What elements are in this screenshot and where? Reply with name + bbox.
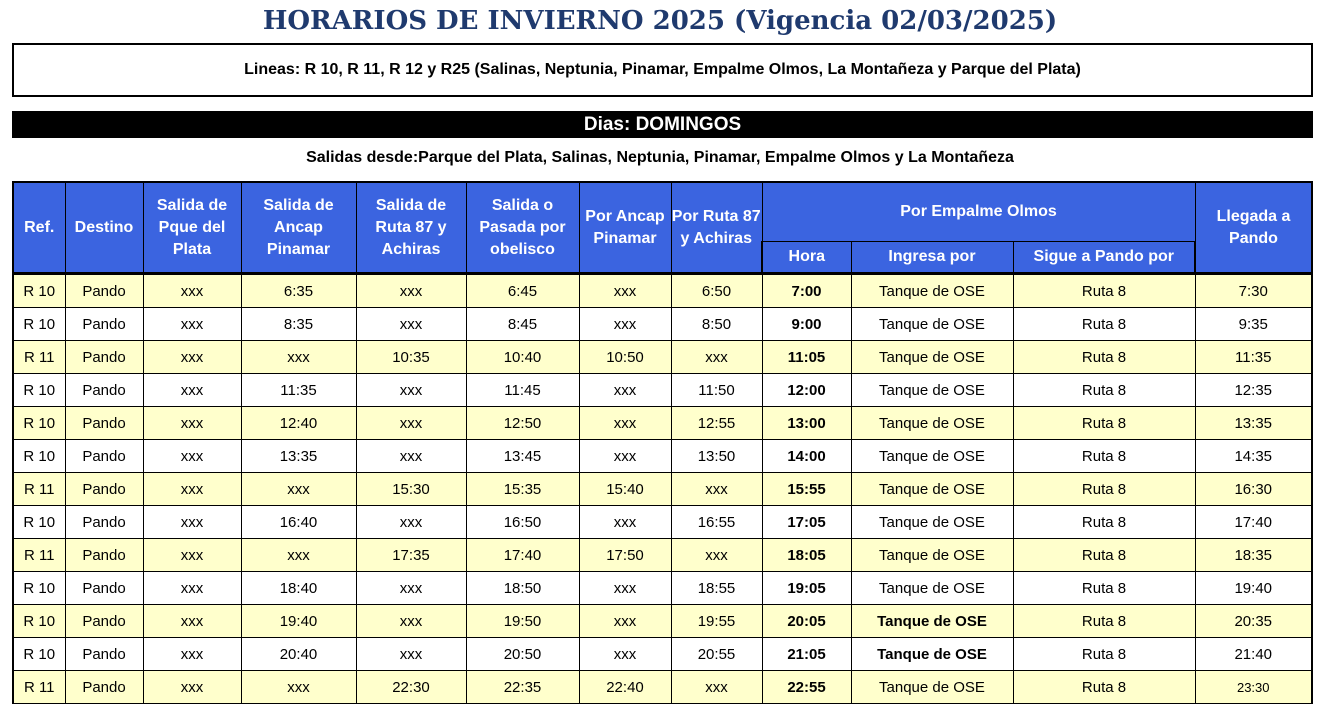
table-row [13,605,1312,638]
header-destino: Destino [65,182,143,274]
cell-por-ancap: 17:50 [579,539,671,572]
cell-por-ruta87: 12:55 [671,407,762,440]
cell-llegada: 18:35 [1195,539,1312,572]
cell-llegada: 16:30 [1195,473,1312,506]
table-row [13,308,1312,341]
cell-sigue: Ruta 8 [1013,274,1195,308]
cell-salida-obelisco: 13:45 [466,440,579,473]
cell-salida-ruta87: xxx [356,274,466,308]
cell-por-ruta87: 16:55 [671,506,762,539]
cell-ingresa: Tanque de OSE [851,638,1013,671]
header-salida-obelisco: Salida o Pasada por obelisco [466,182,579,274]
table-row [13,407,1312,440]
cell-por-ancap: 15:40 [579,473,671,506]
cell-destino: Pando [65,638,143,671]
cell-por-ruta87: 19:55 [671,605,762,638]
cell-sigue: Ruta 8 [1013,539,1195,572]
cell-ref: R 11 [13,473,65,506]
schedule-table [12,181,1313,704]
cell-salida-obelisco: 18:50 [466,572,579,605]
cell-por-ancap: xxx [579,572,671,605]
cell-salida-pque: xxx [143,605,241,638]
cell-ingresa: Tanque de OSE [851,341,1013,374]
cell-por-ancap: xxx [579,374,671,407]
cell-ingresa: Tanque de OSE [851,374,1013,407]
cell-salida-ancap: 19:40 [241,605,356,638]
cell-sigue: Ruta 8 [1013,605,1195,638]
cell-por-ruta87: 11:50 [671,374,762,407]
cell-ingresa: Tanque de OSE [851,506,1013,539]
cell-hora: 15:55 [762,473,851,506]
cell-salida-ancap: 8:35 [241,308,356,341]
cell-salida-pque: xxx [143,638,241,671]
table-row [13,539,1312,572]
cell-hora: 7:00 [762,274,851,308]
cell-salida-ruta87: xxx [356,440,466,473]
cell-llegada: 21:40 [1195,638,1312,671]
cell-llegada: 14:35 [1195,440,1312,473]
table-row [13,506,1312,539]
cell-salida-obelisco: 10:40 [466,341,579,374]
cell-salida-ancap: 12:40 [241,407,356,440]
header-salida-pque: Salida de Pque del Plata [143,182,241,274]
cell-salida-ancap: 13:35 [241,440,356,473]
cell-sigue: Ruta 8 [1013,506,1195,539]
cell-sigue: Ruta 8 [1013,473,1195,506]
cell-destino: Pando [65,539,143,572]
cell-ingresa: Tanque de OSE [851,539,1013,572]
days-banner: Dias: DOMINGOS [12,111,1313,138]
cell-salida-obelisco: 22:35 [466,671,579,704]
cell-salida-ruta87: xxx [356,506,466,539]
cell-salida-ancap: 6:35 [241,274,356,308]
cell-llegada: 7:30 [1195,274,1312,308]
cell-destino: Pando [65,407,143,440]
cell-salida-ruta87: xxx [356,638,466,671]
cell-por-ancap: xxx [579,440,671,473]
cell-hora: 22:55 [762,671,851,704]
salidas-subtitle: Salidas desde:Parque del Plata, Salinas, Neptunia, Pinamar, Empalme Olmos y La Montañeza [306,149,1014,166]
cell-salida-ancap: xxx [241,473,356,506]
cell-hora: 12:00 [762,374,851,407]
cell-ingresa: Tanque de OSE [851,440,1013,473]
cell-salida-obelisco: 19:50 [466,605,579,638]
cell-ingresa: Tanque de OSE [851,671,1013,704]
cell-llegada: 11:35 [1195,341,1312,374]
cell-ingresa: Tanque de OSE [851,572,1013,605]
cell-ingresa: Tanque de OSE [851,274,1013,308]
cell-hora: 11:05 [762,341,851,374]
cell-salida-ruta87: xxx [356,374,466,407]
cell-ref: R 10 [13,572,65,605]
cell-ingresa: Tanque de OSE [851,308,1013,341]
cell-por-ruta87: xxx [671,341,762,374]
lines-box: Lineas: R 10, R 11, R 12 y R25 (Salinas, Neptunia, Pinamar, Empalme Olmos, La Montañeza y Parque del Plata) [12,43,1313,97]
cell-por-ancap: xxx [579,407,671,440]
cell-llegada: 13:35 [1195,407,1312,440]
cell-salida-ancap: 16:40 [241,506,356,539]
cell-por-ancap: 10:50 [579,341,671,374]
cell-ingresa: Tanque de OSE [851,473,1013,506]
cell-sigue: Ruta 8 [1013,572,1195,605]
cell-llegada: 17:40 [1195,506,1312,539]
cell-salida-ruta87: 15:30 [356,473,466,506]
table-row [13,440,1312,473]
schedule-body [13,274,1312,704]
cell-salida-obelisco: 6:45 [466,274,579,308]
cell-llegada: 20:35 [1195,605,1312,638]
cell-salida-pque: xxx [143,473,241,506]
cell-por-ancap: xxx [579,638,671,671]
cell-por-ruta87: 13:50 [671,440,762,473]
cell-salida-obelisco: 12:50 [466,407,579,440]
cell-ref: R 10 [13,407,65,440]
cell-por-ruta87: 18:55 [671,572,762,605]
header-empalme-group: Por Empalme Olmos [762,182,1195,242]
cell-ref: R 10 [13,308,65,341]
cell-por-ruta87: 8:50 [671,308,762,341]
cell-destino: Pando [65,671,143,704]
cell-salida-ruta87: xxx [356,308,466,341]
cell-salida-ruta87: 10:35 [356,341,466,374]
cell-destino: Pando [65,506,143,539]
cell-ingresa: Tanque de OSE [851,605,1013,638]
header-sigue: Sigue a Pando por [1013,242,1195,274]
cell-destino: Pando [65,308,143,341]
cell-destino: Pando [65,341,143,374]
cell-salida-ancap: xxx [241,671,356,704]
cell-salida-ruta87: xxx [356,407,466,440]
cell-sigue: Ruta 8 [1013,407,1195,440]
cell-salida-pque: xxx [143,341,241,374]
cell-por-ancap: 22:40 [579,671,671,704]
cell-ref: R 10 [13,506,65,539]
cell-salida-obelisco: 15:35 [466,473,579,506]
cell-salida-pque: xxx [143,506,241,539]
cell-sigue: Ruta 8 [1013,638,1195,671]
cell-salida-ruta87: 22:30 [356,671,466,704]
cell-salida-ancap: xxx [241,341,356,374]
cell-hora: 9:00 [762,308,851,341]
cell-salida-pque: xxx [143,671,241,704]
cell-llegada: 19:40 [1195,572,1312,605]
cell-salida-pque: xxx [143,407,241,440]
cell-ref: R 11 [13,341,65,374]
table-row [13,374,1312,407]
table-row [13,572,1312,605]
cell-ref: R 11 [13,671,65,704]
cell-salida-ruta87: xxx [356,572,466,605]
cell-salida-pque: xxx [143,572,241,605]
cell-ref: R 10 [13,374,65,407]
cell-por-ruta87: xxx [671,671,762,704]
header-hora: Hora [762,242,851,274]
cell-por-ruta87: xxx [671,539,762,572]
table-row [13,638,1312,671]
cell-hora: 17:05 [762,506,851,539]
header-por-ancap: Por Ancap Pinamar [579,182,671,274]
cell-hora: 21:05 [762,638,851,671]
cell-ref: R 10 [13,440,65,473]
cell-destino: Pando [65,440,143,473]
cell-llegada: 9:35 [1195,308,1312,341]
cell-salida-pque: xxx [143,539,241,572]
page-title: HORARIOS DE INVIERNO 2025 (Vigencia 02/03/2025) [262,6,1058,36]
cell-por-ancap: xxx [579,274,671,308]
header-salida-ruta87: Salida de Ruta 87 y Achiras [356,182,466,274]
cell-hora: 19:05 [762,572,851,605]
table-row [13,473,1312,506]
cell-sigue: Ruta 8 [1013,374,1195,407]
cell-salida-pque: xxx [143,440,241,473]
cell-salida-ruta87: 17:35 [356,539,466,572]
cell-por-ruta87: 20:55 [671,638,762,671]
cell-salida-ancap: 11:35 [241,374,356,407]
cell-ingresa: Tanque de OSE [851,407,1013,440]
cell-sigue: Ruta 8 [1013,671,1195,704]
cell-sigue: Ruta 8 [1013,308,1195,341]
cell-ref: R 11 [13,539,65,572]
cell-llegada: 12:35 [1195,374,1312,407]
header-salida-ancap: Salida de Ancap Pinamar [241,182,356,274]
header-por-ruta87: Por Ruta 87 y Achiras [671,182,762,274]
table-row [13,671,1312,704]
cell-ref: R 10 [13,638,65,671]
cell-salida-obelisco: 11:45 [466,374,579,407]
cell-salida-ruta87: xxx [356,605,466,638]
cell-salida-obelisco: 16:50 [466,506,579,539]
cell-salida-pque: xxx [143,374,241,407]
cell-por-ancap: xxx [579,308,671,341]
cell-destino: Pando [65,274,143,308]
cell-salida-pque: xxx [143,308,241,341]
cell-destino: Pando [65,374,143,407]
cell-ref: R 10 [13,274,65,308]
cell-hora: 14:00 [762,440,851,473]
table-row [13,274,1312,308]
cell-salida-obelisco: 17:40 [466,539,579,572]
cell-salida-ancap: 20:40 [241,638,356,671]
cell-ref: R 10 [13,605,65,638]
cell-salida-ancap: 18:40 [241,572,356,605]
cell-salida-obelisco: 20:50 [466,638,579,671]
cell-salida-pque: xxx [143,274,241,308]
cell-salida-obelisco: 8:45 [466,308,579,341]
table-row [13,341,1312,374]
cell-por-ruta87: xxx [671,473,762,506]
cell-hora: 13:00 [762,407,851,440]
header-ingresa: Ingresa por [851,242,1013,274]
cell-sigue: Ruta 8 [1013,341,1195,374]
cell-por-ruta87: 6:50 [671,274,762,308]
cell-hora: 18:05 [762,539,851,572]
cell-sigue: Ruta 8 [1013,440,1195,473]
cell-por-ancap: xxx [579,506,671,539]
cell-salida-ancap: xxx [241,539,356,572]
cell-hora: 20:05 [762,605,851,638]
cell-destino: Pando [65,473,143,506]
cell-destino: Pando [65,605,143,638]
cell-llegada: 23:30 [1195,671,1312,704]
cell-por-ancap: xxx [579,605,671,638]
cell-destino: Pando [65,572,143,605]
header-ref: Ref. [13,182,65,274]
header-llegada: Llegada a Pando [1195,182,1312,274]
